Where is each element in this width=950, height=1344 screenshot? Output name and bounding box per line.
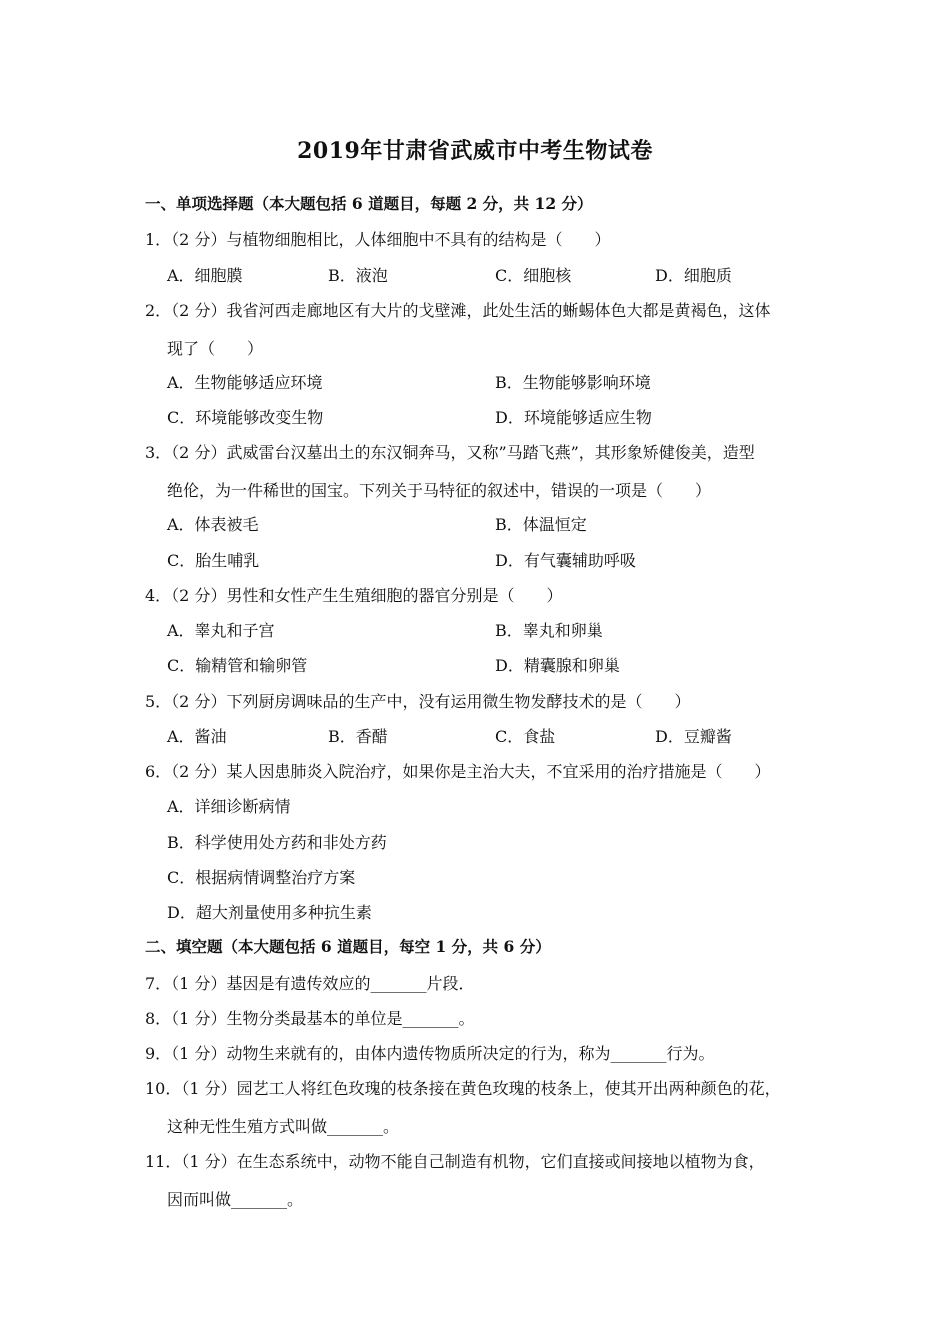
question-6-option-a: A．详细诊断病情: [167, 797, 291, 816]
question-3-stem: 3．（2 分）武威雷台汉墓出土的东汉铜奔马，又称”马踏飞燕”，其形象矫健俊美，造型: [145, 443, 755, 462]
section-heading-fill-in-blank: 二、填空题（本大题包括 6 道题目，每空 1 分，共 6 分）: [145, 937, 551, 956]
question-10-stem-continued: 这种无性生殖方式叫做_______。: [167, 1117, 400, 1136]
question-1-stem: 1．（2 分）与植物细胞相比，人体细胞中不具有的结构是（ ）: [145, 230, 611, 249]
question-3-stem-continued: 绝伦，为一件稀世的国宝。下列关于马特征的叙述中，错误的一项是（ ）: [167, 481, 712, 500]
question-4-option-b: B．睾丸和卵巢: [495, 621, 603, 640]
question-3-option-d: D．有气囊辅助呼吸: [495, 551, 636, 570]
question-4-option-d: D．精囊腺和卵巢: [495, 656, 620, 675]
question-2-stem-continued: 现了（ ）: [167, 339, 264, 358]
question-3-option-a: A．体表被毛: [167, 515, 259, 534]
question-5-option-d: D．豆瓣酱: [655, 727, 732, 746]
question-1-option-b: B．液泡: [328, 266, 388, 285]
question-1-option-d: D．细胞质: [655, 266, 732, 285]
question-2-option-c: C．环境能够改变生物: [167, 408, 324, 427]
question-2-option-d: D．环境能够适应生物: [495, 408, 652, 427]
question-4-stem: 4．（2 分）男性和女性产生生殖细胞的器官分别是（ ）: [145, 586, 563, 605]
question-3-option-c: C．胎生哺乳: [167, 551, 260, 570]
question-11-stem-continued: 因而叫做_______。: [167, 1190, 304, 1209]
question-2-stem: 2．（2 分）我省河西走廊地区有大片的戈壁滩，此处生活的蜥蜴体色大都是黄褐色，这体: [145, 301, 771, 320]
question-3-option-b: B．体温恒定: [495, 515, 587, 534]
question-4-option-c: C．输精管和输卵管: [167, 656, 308, 675]
question-5-option-c: C．食盐: [495, 727, 556, 746]
question-9-stem: 9．（1 分）动物生来就有的，由体内遗传物质所决定的行为，称为_______行为。: [145, 1044, 715, 1063]
question-7-stem: 7．（1 分）基因是有遗传效应的_______片段．: [145, 974, 475, 993]
exam-title: 2019年甘肃省武威市中考生物试卷: [297, 138, 653, 164]
question-6-stem: 6．（2 分）某人因患肺炎入院治疗，如果你是主治大夫，不宜采用的治疗措施是（ ）: [145, 762, 771, 781]
question-5-option-a: A．酱油: [167, 727, 227, 746]
question-6-option-c: C．根据病情调整治疗方案: [167, 868, 356, 887]
question-5-option-b: B．香醋: [328, 727, 388, 746]
section-heading-multiple-choice: 一、单项选择题（本大题包括 6 道题目，每题 2 分，共 12 分）: [145, 194, 593, 213]
question-4-option-a: A．睾丸和子宫: [167, 621, 275, 640]
question-6-option-b: B．科学使用处方药和非处方药: [167, 833, 387, 852]
question-10-stem: 10．（1 分）园艺工人将红色玫瑰的枝条接在黄色玫瑰的枝条上，使其开出两种颜色的花，: [145, 1079, 781, 1098]
question-1-option-c: C．细胞核: [495, 266, 572, 285]
question-5-stem: 5．（2 分）下列厨房调味品的生产中，没有运用微生物发酵技术的是（ ）: [145, 692, 691, 711]
question-2-option-a: A．生物能够适应环境: [167, 373, 323, 392]
question-8-stem: 8．（1 分）生物分类最基本的单位是_______。: [145, 1009, 475, 1028]
question-1-option-a: A．细胞膜: [167, 266, 243, 285]
question-6-option-d: D．超大剂量使用多种抗生素: [167, 903, 372, 922]
question-11-stem: 11．（1 分）在生态系统中，动物不能自己制造有机物，它们直接或间接地以植物为食，: [145, 1152, 765, 1171]
question-2-option-b: B．生物能够影响环境: [495, 373, 651, 392]
